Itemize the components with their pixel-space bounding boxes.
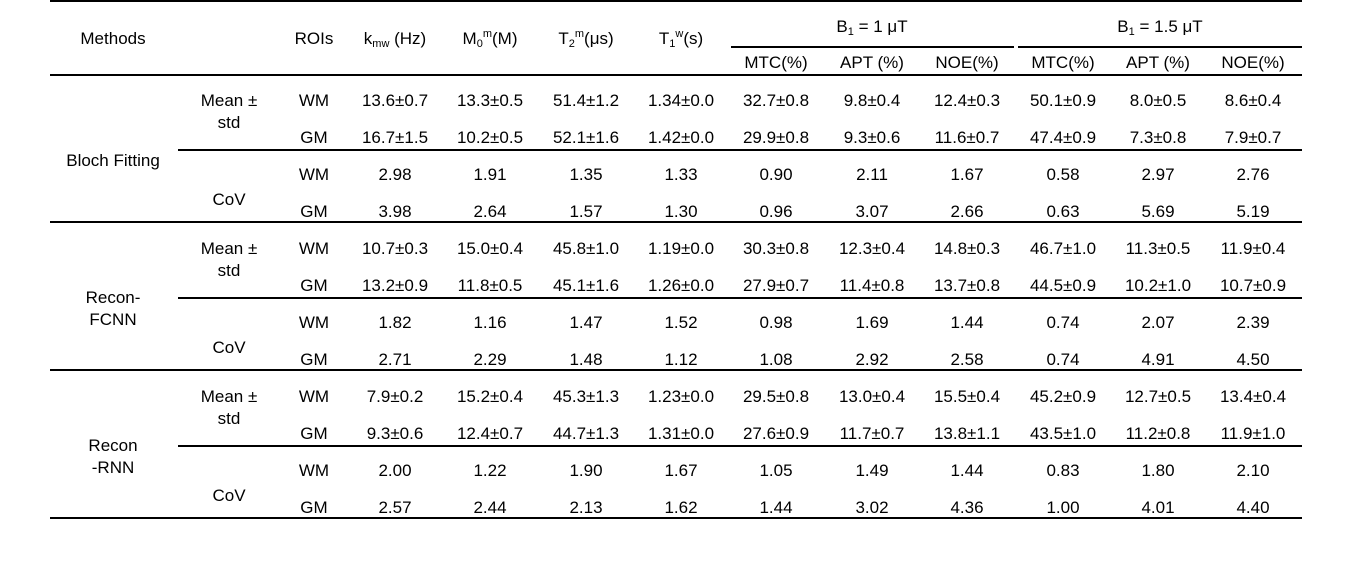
table-cell: 50.1±0.9 <box>1029 91 1097 110</box>
table-cell: 32.7±0.8 <box>742 91 810 110</box>
table-cell: 2.57 <box>378 498 412 517</box>
table-cell: 2.66 <box>950 202 984 221</box>
table-cell: 45.3±1.3 <box>552 387 620 406</box>
top-rule <box>50 0 1302 2</box>
header-rois: ROIs <box>294 29 334 48</box>
table-cell: 7.9±0.7 <box>1224 128 1282 147</box>
method-label: Bloch Fitting <box>66 151 160 170</box>
method-label: -RNN <box>91 458 135 477</box>
table-cell: 2.76 <box>1236 165 1270 184</box>
table-cell: 4.01 <box>1141 498 1175 517</box>
table-cell: 1.49 <box>855 461 889 480</box>
b1-15-rule <box>1018 46 1302 48</box>
table-cell: 52.1±1.6 <box>552 128 620 147</box>
table-cell: 11.6±0.7 <box>934 128 1000 147</box>
table-cell: 1.16 <box>473 313 507 332</box>
table-cell: 13.7±0.8 <box>933 276 1001 295</box>
group-mid-rule <box>178 149 1302 151</box>
table-cell: 0.74 <box>1046 313 1080 332</box>
table-cell: 13.8±1.1 <box>933 424 1001 443</box>
table-cell: 1.35 <box>569 165 603 184</box>
table-cell: 1.91 <box>473 165 507 184</box>
table-cell: 9.3±0.6 <box>843 128 901 147</box>
table-cell: 1.47 <box>569 313 603 332</box>
table-cell: 10.2±0.5 <box>456 128 524 147</box>
table-cell: 0.74 <box>1046 350 1080 369</box>
table-cell: 2.92 <box>855 350 889 369</box>
roi-cell: GM <box>300 128 328 147</box>
table-cell: 1.44 <box>759 498 793 517</box>
table-cell: 7.3±0.8 <box>1129 128 1187 147</box>
table-cell: 3.02 <box>855 498 889 517</box>
table-cell: 2.44 <box>473 498 507 517</box>
table-cell: 1.57 <box>569 202 603 221</box>
table-cell: 1.44 <box>950 461 984 480</box>
table-cell: 0.96 <box>759 202 793 221</box>
table-cell: 1.26±0.0 <box>647 276 715 295</box>
roi-cell: WM <box>298 313 330 332</box>
table-cell: 44.5±0.9 <box>1029 276 1097 295</box>
table-cell: 8.0±0.5 <box>1129 91 1187 110</box>
header-bottom-rule <box>50 74 1302 76</box>
method-label: Recon- <box>85 288 141 307</box>
roi-cell: WM <box>298 461 330 480</box>
table-cell: 27.6±0.9 <box>742 424 810 443</box>
table-cell: 0.58 <box>1046 165 1080 184</box>
table-cell: 1.30 <box>664 202 698 221</box>
table-cell: 2.10 <box>1236 461 1270 480</box>
table-cell: 2.07 <box>1141 313 1175 332</box>
header-kmw: $k_{mw}$ (Hz) <box>363 29 427 50</box>
header-b1-1: $B_1 = 1$ μT <box>836 17 908 38</box>
table-cell: 13.2±0.9 <box>361 276 429 295</box>
header-t2: $T_2^m(\mu s)$ <box>558 28 614 50</box>
table-cell: 10.7±0.9 <box>1219 276 1287 295</box>
table-cell: 4.91 <box>1141 350 1175 369</box>
table-cell: 15.2±0.4 <box>456 387 524 406</box>
table-cell: 1.67 <box>664 461 698 480</box>
table-cell: 12.7±0.5 <box>1124 387 1192 406</box>
header-subcol: APT (%) <box>1126 53 1190 72</box>
table-cell: 2.13 <box>569 498 603 517</box>
table-cell: 12.4±0.7 <box>456 424 524 443</box>
table-cell: 46.7±1.0 <box>1029 239 1097 258</box>
stat-label: std <box>217 409 241 428</box>
header-t1: $T_1^w(s)$ <box>658 28 704 50</box>
table-cell: 11.3±0.5 <box>1125 239 1191 258</box>
roi-cell: GM <box>300 202 328 221</box>
table-cell: 1.34±0.0 <box>647 91 715 110</box>
stat-label: Mean ± <box>200 239 258 258</box>
table-cell: 16.7±1.5 <box>361 128 429 147</box>
header-subcol: MTC(%) <box>1031 53 1095 72</box>
header-b1-15: $B_1 = 1.5$ μT <box>1117 17 1203 38</box>
roi-cell: WM <box>298 387 330 406</box>
table-cell: 5.69 <box>1141 202 1175 221</box>
roi-cell: GM <box>300 498 328 517</box>
table-cell: 1.69 <box>855 313 889 332</box>
stat-label: CoV <box>212 486 246 505</box>
table-cell: 1.44 <box>950 313 984 332</box>
table-cell: 0.90 <box>759 165 793 184</box>
stat-label: std <box>217 261 241 280</box>
table-cell: 1.31±0.0 <box>647 424 715 443</box>
table-cell: 9.3±0.6 <box>366 424 424 443</box>
table-cell: 29.5±0.8 <box>742 387 810 406</box>
roi-cell: WM <box>298 91 330 110</box>
table-cell: 5.19 <box>1236 202 1270 221</box>
table-cell: 30.3±0.8 <box>742 239 810 258</box>
table-cell: 9.8±0.4 <box>843 91 901 110</box>
table-cell: 1.62 <box>664 498 698 517</box>
table-cell: 47.4±0.9 <box>1029 128 1097 147</box>
header-subcol: MTC(%) <box>744 53 808 72</box>
method-label: Recon <box>88 436 138 455</box>
table-cell: 2.97 <box>1141 165 1175 184</box>
stat-label: Mean ± <box>200 387 258 406</box>
table-cell: 14.8±0.3 <box>933 239 1001 258</box>
table-cell: 45.1±1.6 <box>552 276 620 295</box>
table-cell: 10.7±0.3 <box>361 239 429 258</box>
group-mid-rule <box>178 297 1302 299</box>
table-cell: 1.82 <box>378 313 412 332</box>
group-mid-rule <box>178 445 1302 447</box>
table-cell: 2.11 <box>856 165 888 184</box>
roi-cell: GM <box>300 424 328 443</box>
method-label: FCNN <box>89 310 137 329</box>
b1-1-rule <box>731 46 1014 48</box>
table-cell: 0.63 <box>1046 202 1080 221</box>
table-cell: 2.39 <box>1236 313 1270 332</box>
table-cell: 13.4±0.4 <box>1219 387 1287 406</box>
table-cell: 10.2±1.0 <box>1124 276 1192 295</box>
table-cell: 1.80 <box>1141 461 1175 480</box>
table-cell: 1.00 <box>1046 498 1080 517</box>
table-cell: 3.98 <box>378 202 412 221</box>
table-cell: 43.5±1.0 <box>1029 424 1097 443</box>
table-cell: 11.9±1.0 <box>1220 424 1286 443</box>
header-subcol: NOE(%) <box>935 53 999 72</box>
stat-label: Mean ± <box>200 91 258 110</box>
table-cell: 4.40 <box>1236 498 1270 517</box>
table-cell: 1.22 <box>473 461 507 480</box>
roi-cell: GM <box>300 350 328 369</box>
table-cell: 4.50 <box>1236 350 1270 369</box>
table-cell: 44.7±1.3 <box>552 424 620 443</box>
table-cell: 1.67 <box>950 165 984 184</box>
table-cell: 7.9±0.2 <box>366 387 424 406</box>
table-cell: 2.29 <box>473 350 507 369</box>
table-cell: 13.6±0.7 <box>361 91 429 110</box>
table-cell: 1.48 <box>569 350 603 369</box>
table-cell: 1.12 <box>664 350 698 369</box>
table-cell: 51.4±1.2 <box>552 91 620 110</box>
table-cell: 1.90 <box>569 461 603 480</box>
table-cell: 15.5±0.4 <box>933 387 1001 406</box>
stat-label: CoV <box>212 190 246 209</box>
table-cell: 1.52 <box>664 313 698 332</box>
table-cell: 15.0±0.4 <box>456 239 524 258</box>
table-cell: 1.05 <box>759 461 793 480</box>
group-bottom-rule <box>50 221 1302 223</box>
group-bottom-rule <box>50 369 1302 371</box>
stat-label: CoV <box>212 338 246 357</box>
table-cell: 2.98 <box>378 165 412 184</box>
table-cell: 0.83 <box>1046 461 1080 480</box>
table-cell: 45.8±1.0 <box>552 239 620 258</box>
table-cell: 11.8±0.5 <box>457 276 523 295</box>
table-cell: 1.08 <box>759 350 793 369</box>
table-cell: 2.58 <box>950 350 984 369</box>
roi-cell: WM <box>298 239 330 258</box>
table-cell: 4.36 <box>950 498 984 517</box>
roi-cell: WM <box>298 165 330 184</box>
header-subcol: APT (%) <box>840 53 904 72</box>
table-cell: 2.00 <box>378 461 412 480</box>
roi-cell: GM <box>300 276 328 295</box>
table-cell: 2.71 <box>378 350 412 369</box>
table-cell: 0.98 <box>759 313 793 332</box>
table-cell: 11.4±0.8 <box>839 276 905 295</box>
header-methods: Methods <box>80 29 146 48</box>
table-cell: 2.64 <box>473 202 507 221</box>
table-cell: 13.3±0.5 <box>456 91 524 110</box>
table-cell: 8.6±0.4 <box>1224 91 1282 110</box>
group-bottom-rule <box>50 517 1302 519</box>
header-m0: $M_0^m(M)$ <box>462 28 518 50</box>
table-cell: 13.0±0.4 <box>838 387 906 406</box>
table-cell: 11.9±0.4 <box>1220 239 1286 258</box>
table-cell: 11.2±0.8 <box>1125 424 1191 443</box>
table-cell: 3.07 <box>855 202 889 221</box>
table-cell: 11.7±0.7 <box>839 424 905 443</box>
table-cell: 27.9±0.7 <box>742 276 810 295</box>
table-cell: 12.3±0.4 <box>838 239 906 258</box>
table-cell: 29.9±0.8 <box>742 128 810 147</box>
stat-label: std <box>217 113 241 132</box>
table-cell: 1.23±0.0 <box>647 387 715 406</box>
header-subcol: NOE(%) <box>1221 53 1285 72</box>
table-cell: 1.33 <box>664 165 698 184</box>
table-cell: 45.2±0.9 <box>1029 387 1097 406</box>
table-cell: 1.42±0.0 <box>647 128 715 147</box>
table-cell: 1.19±0.0 <box>647 239 715 258</box>
table-cell: 12.4±0.3 <box>933 91 1001 110</box>
